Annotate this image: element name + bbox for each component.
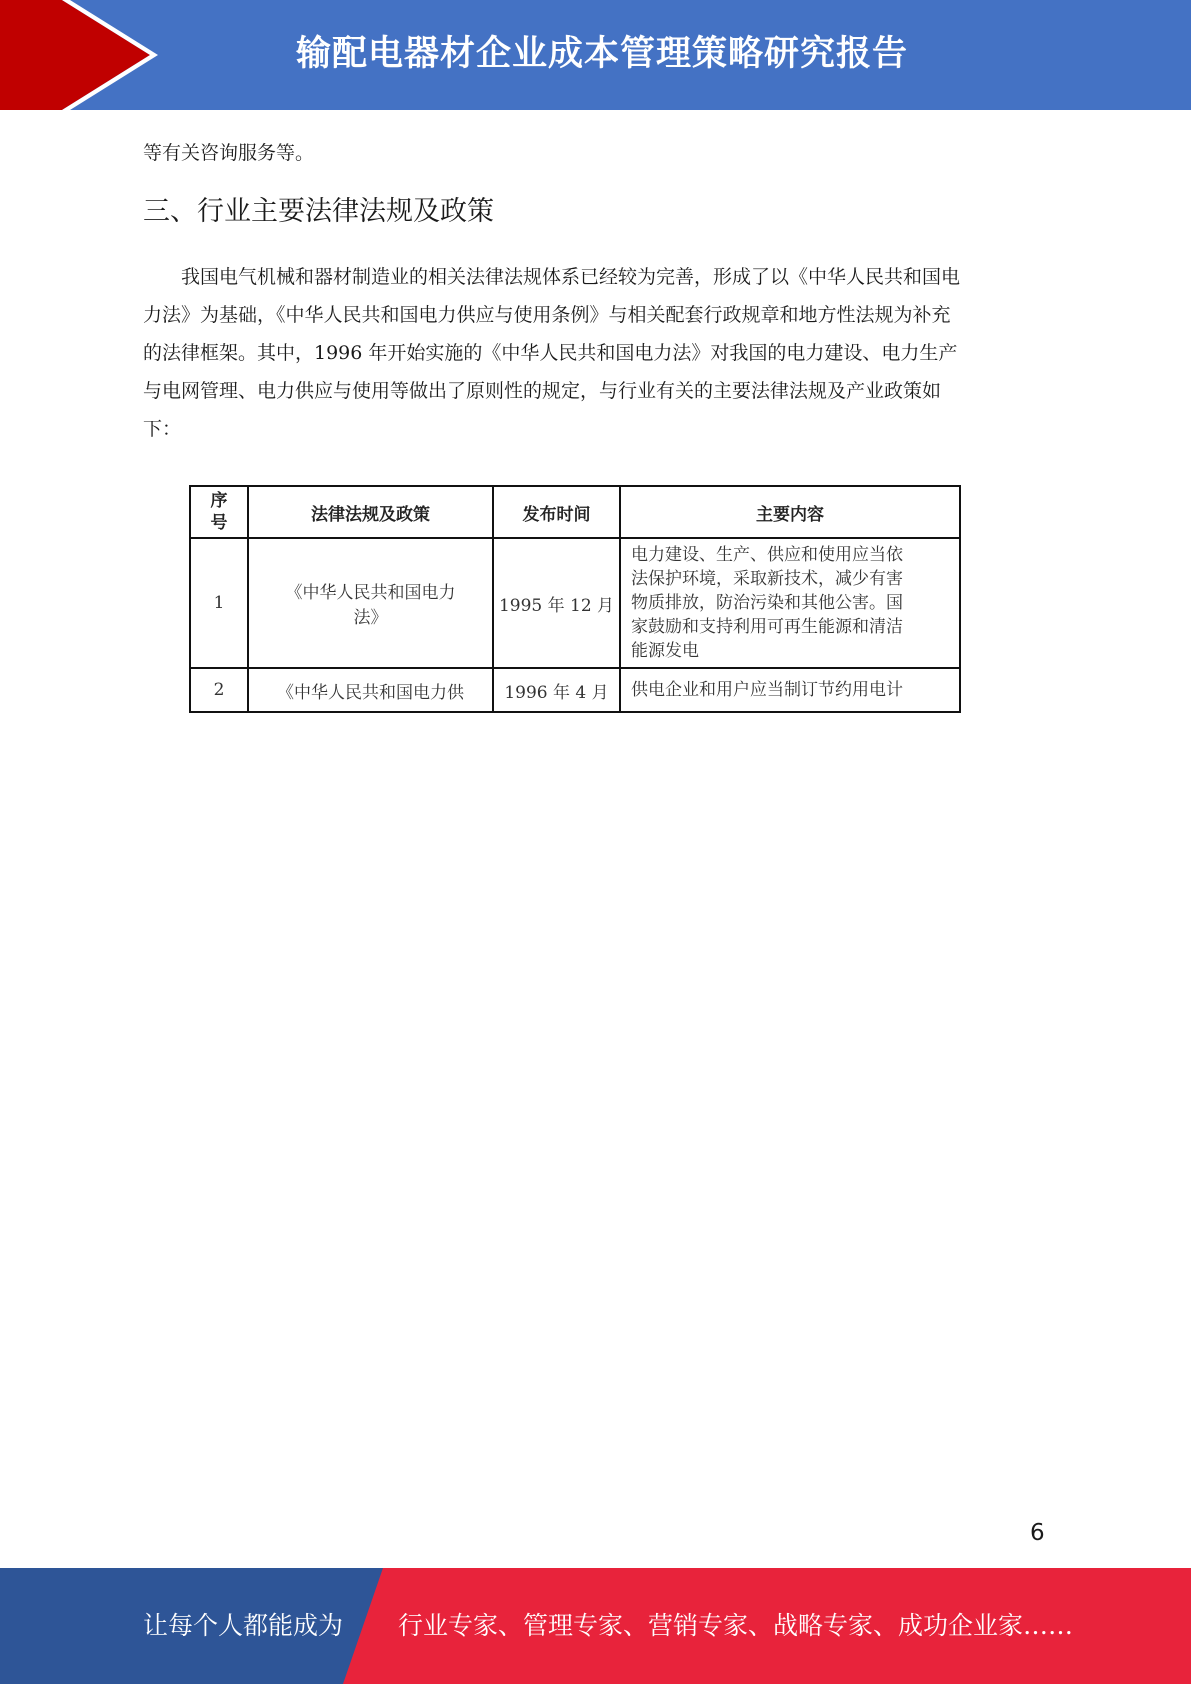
cell-serial-number: 1: [190, 538, 248, 668]
cell-law-name: 《中华人民共和国电力供: [248, 668, 493, 712]
cell-law-name: 《中华人民共和国电力 法》: [248, 538, 493, 668]
table-row: [190, 668, 960, 712]
section-heading: 三、行业主要法律法规及政策: [143, 196, 494, 227]
header-law-policy: 法律法规及政策: [248, 486, 493, 538]
lead-text: 等有关咨询服务等。: [143, 142, 315, 164]
paragraph-line: 下：: [143, 418, 182, 440]
cell-main-content: 电力建设、生产、供应和使用应当依 法保护环境，采取新技术，减少有害 物质排放，防治污染和其他公害。国 家鼓励和支持利用可再生能源和清洁 能源发电: [620, 538, 960, 668]
footer-slogan-left: 让每个人都能成为: [143, 1611, 344, 1640]
paragraph-line: 力法》为基础，《中华人民共和国电力供应与使用条例》与相关配套行政规章和地方性法规为补充: [143, 304, 951, 326]
header-publish-date: 发布时间: [493, 486, 620, 538]
table-header-row: [190, 486, 960, 538]
footer-banner: [0, 1568, 1191, 1684]
table-row: [190, 538, 960, 668]
paragraph-line: 我国电气机械和器材制造业的相关法律法规体系已经较为完善，形成了以《中华人民共和国电: [181, 266, 961, 288]
header-banner: [0, 0, 1191, 110]
body-paragraph: [143, 258, 1048, 448]
paragraph-line: 的法律框架。其中，1996 年开始实施的《中华人民共和国电力法》对我国的电力建设、电力生产: [143, 342, 958, 364]
header-main-content: 主要内容: [620, 486, 960, 538]
report-title: 输配电器材企业成本管理策略研究报告: [296, 34, 909, 74]
cell-serial-number: 2: [190, 668, 248, 712]
cell-main-content: 供电企业和用户应当制订节约用电计: [620, 668, 960, 712]
cell-publish-date: 1996 年 4 月: [493, 668, 620, 712]
header-serial-number: 序 号: [190, 486, 248, 538]
laws-table: [189, 485, 961, 713]
cell-publish-date: 1995 年 12 月: [493, 538, 620, 668]
page-number: 6: [1030, 1520, 1045, 1546]
footer-slogan-right: 行业专家、管理专家、营销专家、战略专家、成功企业家……: [398, 1611, 1074, 1640]
paragraph-line: 与电网管理、电力供应与使用等做出了原则性的规定，与行业有关的主要法律法规及产业政策如: [143, 380, 942, 402]
